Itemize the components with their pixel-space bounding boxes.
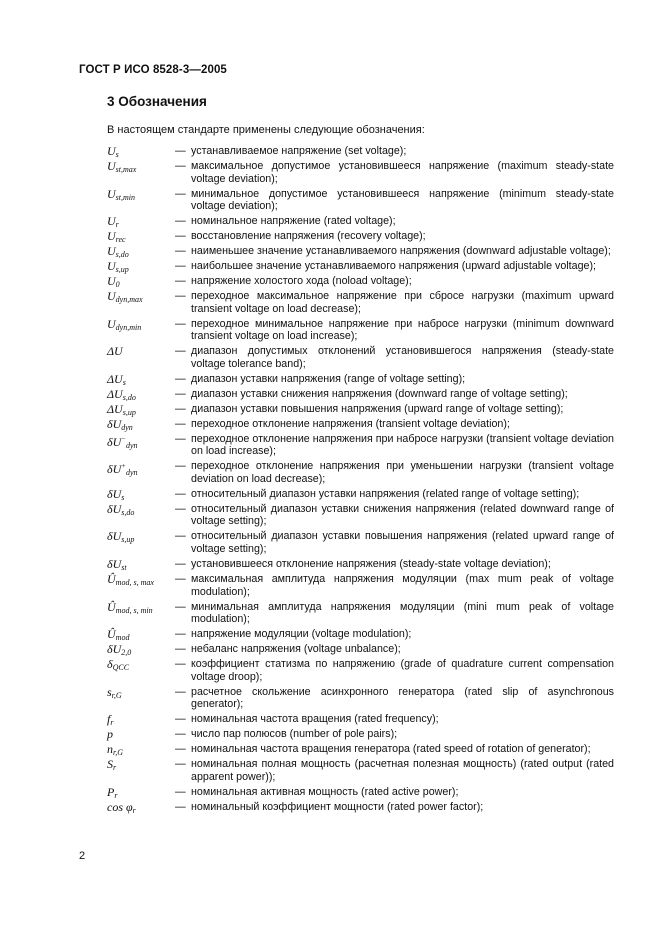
symbol-subscript: QCC: [112, 663, 130, 673]
em-dash: —: [175, 658, 186, 671]
definition-text: расчетное скольжение асинхронного генератора (rated slip of asynchronous generator);: [191, 685, 614, 711]
symbol-base: ΔU: [107, 386, 123, 401]
definition-row: [107, 260, 614, 273]
symbol-base: p: [107, 727, 113, 742]
symbol-base: U: [107, 158, 116, 173]
symbol-subscript: dyn: [121, 422, 133, 432]
symbol-subscript: r,G: [111, 690, 122, 700]
definition-text: переходное отклонение напряжения (transient voltage deviation);: [191, 417, 510, 430]
em-dash: —: [175, 487, 186, 500]
symbol-base: U: [107, 316, 116, 331]
em-dash: —: [175, 460, 186, 473]
definition-text: диапазон уставки повышения напряжения (upward range of voltage setting);: [191, 402, 564, 415]
symbol-base: U: [107, 144, 116, 158]
definition-text: наименьшее значение устанавливаемого напряжения (downward adjustable voltage);: [191, 245, 611, 258]
em-dash: —: [175, 643, 186, 656]
symbol-base: U: [107, 244, 116, 259]
em-dash: —: [175, 345, 186, 358]
symbol-subscript: mod: [115, 633, 130, 643]
symbol-subscript: s,do: [115, 250, 129, 260]
symbol-subscript: mod, s, max: [115, 578, 154, 588]
symbol-base: U: [107, 274, 116, 289]
definition-row: [107, 160, 614, 185]
em-dash: —: [175, 159, 186, 172]
symbol-subscript: dyn: [125, 440, 138, 450]
definition-text: установившееся отклонение напряжения (steady-state voltage deviation);: [191, 558, 551, 571]
definition-text: переходное максимальное напряжение при сбросе нагрузки (maximum upward transient voltage on load decrease);: [191, 290, 614, 315]
symbol-base: n: [107, 742, 113, 757]
em-dash: —: [175, 145, 186, 157]
symbol-base: ΔU: [107, 344, 123, 359]
page-number: 2: [79, 850, 86, 862]
symbol-base: P: [107, 784, 115, 799]
symbol-subscript: s,up: [115, 265, 129, 275]
em-dash: —: [175, 245, 186, 258]
symbol-base: δU: [107, 434, 122, 449]
definition-row: [107, 728, 614, 741]
em-dash: —: [175, 628, 186, 641]
symbol-superscript: −: [121, 434, 126, 443]
symbol-base: U: [107, 229, 116, 244]
definition-text: относительный диапазон уставки снижения напряжения (related downward range of voltage setting);: [191, 502, 614, 528]
definition-text: диапазон уставки напряжения (range of voltage setting);: [191, 372, 466, 385]
em-dash: —: [175, 275, 186, 288]
em-dash: —: [175, 317, 186, 330]
symbol-base: δ: [107, 657, 113, 672]
symbol: [107, 530, 134, 547]
symbol: [107, 318, 141, 335]
definition-row: [107, 643, 614, 656]
symbol-subscript: st,max: [115, 164, 137, 174]
document-header: ГОСТ Р ИСО 8528-3—2005: [79, 64, 227, 76]
definition-text: минимальное допустимое установившееся напряжение (minimum steady-state voltage deviation);: [191, 187, 614, 213]
definition-row: [107, 801, 614, 814]
symbol-subscript: s,up: [122, 407, 136, 417]
symbol: [107, 160, 136, 177]
em-dash: —: [175, 573, 186, 586]
intro-text: В настоящем стандарте применены следующие обозначения:: [107, 124, 425, 136]
symbol: [107, 801, 136, 818]
symbol-base: δU: [107, 642, 122, 657]
symbol-base: Û: [107, 627, 116, 642]
definition-text: наибольшее значение устанавливаемого напряжения (upward adjustable voltage);: [191, 260, 597, 273]
definition-text: небаланс напряжения (voltage unbalance);: [191, 643, 401, 656]
symbol-subscript: dyn,min: [115, 322, 142, 332]
symbol-base: Û: [107, 599, 116, 614]
symbol-base: s: [107, 684, 112, 699]
symbol: [107, 290, 143, 307]
definition-row: [107, 290, 614, 315]
symbol-base: U: [107, 186, 116, 201]
definition-text: диапазон допустимых отклонений установившегося напряжения (steady-state voltage tolerance band);: [191, 345, 614, 370]
symbol-subscript: s: [121, 492, 125, 502]
definition-text: максимальное допустимое установившееся напряжение (maximum steady-state voltage deviation);: [191, 159, 614, 185]
symbol-base: Û: [107, 572, 116, 587]
em-dash: —: [175, 187, 186, 200]
definition-row: [107, 275, 614, 288]
symbol: [107, 503, 134, 520]
definition-text: номинальное напряжение (rated voltage);: [191, 215, 396, 228]
definition-row: [107, 488, 614, 501]
symbol: [107, 573, 154, 590]
definition-row: [107, 573, 614, 598]
symbol-subscript: r: [113, 763, 117, 773]
em-dash: —: [175, 417, 186, 430]
definition-row: [107, 418, 614, 431]
em-dash: —: [175, 402, 186, 415]
symbol-base: f: [107, 712, 111, 727]
symbol-superscript: +: [121, 462, 126, 471]
symbol-subscript: r: [114, 790, 118, 800]
em-dash: —: [175, 800, 186, 813]
definition-text: максимальная амплитуда напряжения модуляции (max mum peak of voltage modulation);: [191, 573, 614, 598]
definition-row: [107, 230, 614, 243]
definition-row: [107, 686, 614, 711]
definition-row: [107, 245, 614, 258]
definition-row: [107, 215, 614, 228]
definition-text: номинальная частота вращения (rated frequency);: [191, 713, 439, 726]
em-dash: —: [175, 215, 186, 228]
definition-row: [107, 530, 614, 555]
definition-row: [107, 460, 614, 485]
definition-row: [107, 503, 614, 528]
definition-text: минимальная амплитуда напряжения модуляции (mini mum peak of voltage modulation);: [191, 600, 614, 626]
definition-row: [107, 145, 614, 158]
definition-text: устанавливаемое напряжение (set voltage);: [191, 145, 407, 157]
symbol-subscript: st,min: [115, 192, 136, 202]
em-dash: —: [175, 260, 186, 273]
symbol-base: δU: [107, 416, 122, 431]
definition-row: [107, 433, 614, 458]
definition-row: [107, 403, 614, 416]
symbol: [107, 601, 153, 618]
definition-row: [107, 345, 614, 370]
symbol-base: δU: [107, 462, 122, 477]
definition-row: [107, 758, 614, 783]
definition-text: номинальная частота вращения генератора (rated speed of rotation of generator);: [191, 743, 591, 756]
em-dash: —: [175, 785, 186, 798]
em-dash: —: [175, 502, 186, 515]
symbol-base: U: [107, 214, 116, 229]
definition-text: напряжение модуляции (voltage modulation);: [191, 628, 412, 641]
em-dash: —: [175, 290, 186, 303]
definition-text: переходное отклонение напряжения при набросе нагрузки (transient voltage deviation on load increase);: [191, 432, 614, 458]
symbol: [107, 686, 122, 703]
symbol-subscript: s: [122, 377, 126, 387]
em-dash: —: [175, 372, 186, 385]
symbol-base: δU: [107, 529, 122, 544]
definition-row: [107, 628, 614, 641]
definition-row: [107, 786, 614, 799]
definition-text: относительный диапазон уставки напряжения (related range of voltage setting);: [191, 487, 580, 500]
symbol-base: δU: [107, 501, 122, 516]
definition-row: [107, 558, 614, 571]
definition-row: [107, 388, 614, 401]
symbol-subscript: st: [121, 563, 127, 573]
symbol-subscript: 0: [115, 280, 120, 290]
symbol-base: ΔU: [107, 371, 123, 386]
em-dash: —: [175, 558, 186, 571]
em-dash: —: [175, 530, 186, 543]
definition-text: напряжение холостого хода (noload voltage);: [191, 275, 412, 288]
em-dash: —: [175, 743, 186, 756]
definition-text: число пар полюсов (number of pole pairs);: [191, 728, 398, 741]
em-dash: —: [175, 387, 186, 400]
em-dash: —: [175, 432, 186, 445]
definition-text: относительный диапазон уставки повышения напряжения (related upward range of voltage setting);: [191, 530, 614, 556]
definition-row: [107, 743, 614, 756]
em-dash: —: [175, 600, 186, 613]
symbol-subscript: 2,0: [121, 648, 132, 658]
definition-text: коэффициент статизма по напряжению (grade of quadrature current compensation voltage droop);: [191, 658, 614, 683]
definition-text: восстановление напряжения (recovery voltage);: [191, 230, 426, 243]
symbol-subscript: s,up: [121, 535, 135, 545]
symbol-subscript: s,do: [121, 507, 135, 517]
symbol-subscript: r: [115, 220, 119, 230]
definition-row: [107, 601, 614, 626]
em-dash: —: [175, 230, 186, 243]
definitions-list: [107, 145, 614, 816]
symbol-subscript: dyn: [125, 468, 138, 478]
definition-text: диапазон уставки снижения напряжения (downward range of voltage setting);: [191, 387, 568, 400]
symbol-subscript: r: [110, 718, 114, 728]
symbol: [107, 460, 138, 480]
symbol-subscript: mod, s, min: [115, 605, 153, 615]
symbol-base: δU: [107, 557, 122, 572]
definition-text: номинальная полная мощность (расчетная полезная мощность) (rated output (rated apparent power));: [191, 758, 614, 783]
symbol-subscript: dyn,max: [115, 295, 143, 305]
symbol-base: δU: [107, 486, 122, 501]
symbol-subscript: s: [115, 150, 119, 159]
symbol: [107, 345, 123, 358]
definition-text: переходное минимальное напряжение при набросе нагрузки (minimum downward transient voltage on load increase);: [191, 317, 614, 343]
symbol-base: ΔU: [107, 401, 123, 416]
symbol-subscript: r,G: [113, 748, 124, 758]
symbol-subscript: rec: [115, 235, 126, 245]
definition-text: номинальная активная мощность (rated active power);: [191, 785, 459, 798]
symbol: [107, 758, 116, 775]
symbol-base: S: [107, 757, 113, 772]
definition-row: [107, 658, 614, 683]
definition-row: [107, 318, 614, 343]
definition-text: переходное отклонение напряжения при уменьшении нагрузки (transient voltage deviation on load decrease);: [191, 460, 614, 485]
symbol: [107, 728, 113, 741]
symbol: [107, 658, 129, 675]
em-dash: —: [175, 685, 186, 698]
em-dash: —: [175, 758, 186, 771]
definition-text: номинальный коэффициент мощности (rated power factor);: [191, 800, 484, 813]
symbol: [107, 188, 135, 205]
definition-row: [107, 188, 614, 213]
em-dash: —: [175, 728, 186, 741]
em-dash: —: [175, 713, 186, 726]
symbol-subscript: r: [132, 805, 136, 815]
symbol-base: U: [107, 259, 116, 274]
definition-row: [107, 373, 614, 386]
symbol-base: U: [107, 289, 116, 304]
symbol-base: cos φ: [107, 799, 133, 814]
section-title: 3 Обозначения: [107, 94, 207, 109]
symbol-subscript: s,do: [122, 392, 136, 402]
definition-row: [107, 713, 614, 726]
symbol: [107, 433, 138, 453]
